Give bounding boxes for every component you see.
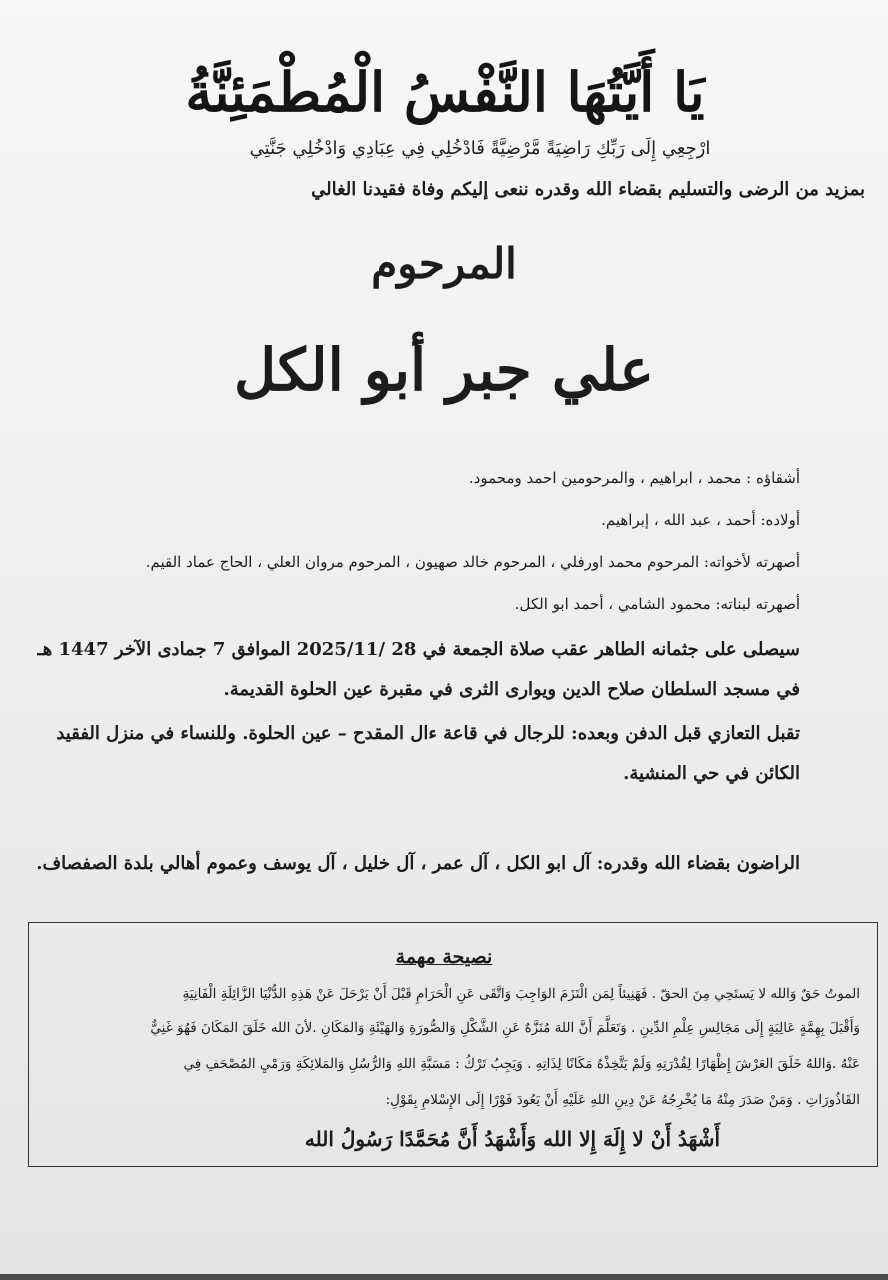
shahada-line: أَشْهَدُ أَنْ لا إِلَهَ إِلا الله وَأَشْهَدُ أَنَّ مُحَمَّدًا رَسُولُ الله [304,1127,720,1151]
siblings-line: أشقاؤه : محمد ، ابراهيم ، والمرحومين احمد ومحمود. [468,469,800,487]
children-line: أولاده: أحمد ، عبد الله ، إبراهيم. [601,511,800,529]
advice-title: نصيحة مهمة [395,946,493,968]
advice-line-3: عَنْهُ .وَاللهُ خَلَقَ العَرْشَ إِظْهَارًا لِقُدْرَتِهِ وَلَمْ يَتَّخِذْهُ مَكَانًا لِذَاتِهِ . وَيَجِبُ تَرْكُ : مَسَبَّةِ اللهِ وَالرُّسُلِ وَالمَلائِكَةِ وَرَمْيِ المُصْحَفِ فِي [183,1056,860,1072]
condolence-line-1: تقبل التعازي قبل الدفن وبعده: للرجال في قاعة ءال المقدح – عين الحلوة. وللنساء في منزل الفقيد [56,723,800,744]
prayer-line-2: في مسجد السلطان صلاح الدين ويوارى الثرى في مقبرة عين الحلوة القديمة. [223,679,800,700]
prayer-line-1: سيصلى على جثمانه الطاهر عقب صلاة الجمعة في 28 /2025/11 الموافق 7 جمادى الآخر 1447 هـ [37,639,800,660]
condolence-line-2: الكائن في حي المنشية. [623,763,800,784]
quranic-calligraphy-title: يَا أَيَّتُهَا النَّفْسُ الْمُطْمَئِنَّةُ [185,60,705,124]
advice-line-1: الموتُ حَقٌ وَالله لا يَستَحِي مِنَ الحقّ . فَهَنِيئاً لِمَن الْتَزَمَ الوَاجِبَ وَاتَّقَى عَنِ الْحَرَامِ قَبْلَ أَنْ يَرْحَلَ عَنْ هَذِهِ الدُّنْيَا الزَّائِلَةِ الْفَانِيَةِ [182,986,860,1002]
mourners-line: الراضون بقضاء الله وقدره: آل ابو الكل ، آل عمر ، آل خليل ، آل يوسف وعموم أهالي بلدة الصفصاف. [36,853,800,874]
daughters-inlaws-line: أصهرته لبناته: محمود الشامي ، أحمد ابو الكل. [514,595,800,613]
advice-line-2: وَأَقْبَلَ بِهِمَّةٍ عَالِيَةٍ إِلَى مَجَالِسِ عِلْمِ الدِّينِ . وَتَعَلَّمَ أَنَّ اللهَ مُنَزَّهٌ عَنِ الشَّكْلِ وَالصُّورَةِ وَالهَيْئَةِ وَالمَكَانِ .لأنَ الله خَلَقَ المَكَانَ فَهُوَ غَنِيٌّ [150,1020,860,1036]
quranic-verse: ارْجِعِي إِلَى رَبِّكِ رَاضِيَةً مَّرْضِيَّةً فَادْخُلِي فِي عِبَادِي وَادْخُلِي جَنَّتِي [249,138,711,159]
page-bottom-edge [0,1274,888,1280]
announcement-intro: بمزيد من الرضى والتسليم بقضاء الله وقدره ننعى إليكم وفاة فقيدنا الغالي [311,179,865,200]
advice-line-4: القَاذُورَاتِ . وَمَنْ صَدَرَ مِنْهُ مَا يُخْرِجُهُ عَنْ دِينِ اللهِ عَلَيْهِ أَنْ يَعُودَ فَوْرًا إِلَى الإِسْلامِ بِقَوْلِ: [385,1092,860,1108]
sisters-inlaws-line: أصهرته لأخواته: المرحوم محمد اورفلي ، المرحوم خالد صهيون ، المرحوم مروان العلي ، الحاج عماد القيم. [145,553,800,571]
deceased-title: المرحوم [371,239,517,288]
deceased-name: علي جبر أبو الكل [233,336,655,404]
